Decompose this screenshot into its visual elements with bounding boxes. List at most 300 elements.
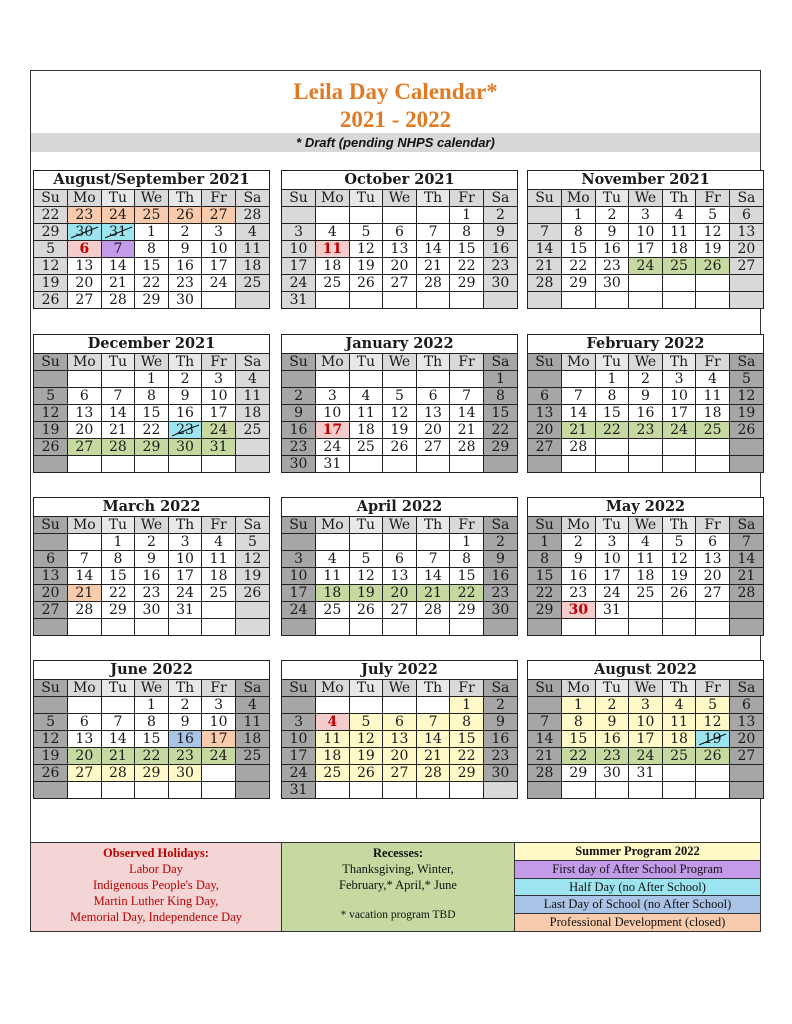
day-cell: 5 [235, 534, 269, 551]
month-october-2021 [281, 170, 518, 309]
recess-line: February,* April,* June [339, 878, 457, 892]
day-cell: 11 [316, 568, 350, 585]
day-cell: 7 [729, 534, 763, 551]
day-header: Sa [235, 680, 269, 697]
day-cell: 7 [101, 241, 135, 258]
empty-day-cell [349, 534, 383, 551]
day-header: We [629, 354, 663, 371]
day-cell: 13 [68, 731, 102, 748]
day-cell: 4 [629, 534, 663, 551]
week-row [34, 551, 269, 568]
week-row [34, 697, 269, 714]
day-cell: 5 [34, 714, 68, 731]
day-cell: 10 [629, 224, 663, 241]
day-cell: 1 [135, 371, 169, 388]
day-cell: 6 [68, 714, 102, 731]
month-title: July 2022 [282, 661, 517, 680]
day-cell: 22 [562, 748, 596, 765]
week-row [34, 405, 269, 422]
day-cell: 12 [696, 224, 730, 241]
day-header: We [383, 680, 417, 697]
week-row [528, 224, 763, 241]
day-cell: 23 [595, 748, 629, 765]
day-cell: 26 [349, 602, 383, 619]
day-header: Mo [316, 190, 350, 207]
empty-day-cell [595, 456, 629, 473]
week-row [528, 388, 763, 405]
day-cell: 4 [349, 388, 383, 405]
day-cell: 8 [483, 388, 517, 405]
day-cell: 9 [483, 714, 517, 731]
week-row [528, 782, 763, 799]
day-header: We [135, 517, 169, 534]
holiday-line: Indigenous People's Day, [92, 878, 220, 892]
week-row [34, 456, 269, 473]
empty-day-cell [135, 782, 169, 799]
day-cell: 27 [528, 439, 562, 456]
key-summer-program: Summer Program 2022 [515, 843, 760, 861]
day-cell: 23 [168, 275, 202, 292]
day-cell: 18 [349, 422, 383, 439]
day-header: We [383, 517, 417, 534]
empty-day-cell [135, 456, 169, 473]
day-header: Sa [235, 517, 269, 534]
day-cell: 21 [416, 585, 450, 602]
day-cell: 27 [729, 748, 763, 765]
day-cell: 25 [696, 422, 730, 439]
day-cell: 5 [34, 241, 68, 258]
day-cell: 21 [528, 258, 562, 275]
day-cell: 19 [34, 422, 68, 439]
day-cell: 16 [135, 568, 169, 585]
empty-day-cell [383, 782, 417, 799]
recess-note: * vacation program TBD [340, 909, 456, 921]
day-cell: 10 [202, 388, 236, 405]
day-cell: 18 [202, 568, 236, 585]
day-cell: 25 [662, 748, 696, 765]
day-cell: 3 [168, 534, 202, 551]
week-row [34, 765, 269, 782]
month-august-september-2021 [33, 170, 270, 309]
day-cell: 15 [101, 568, 135, 585]
day-cell: 1 [595, 371, 629, 388]
day-cell: 15 [562, 241, 596, 258]
empty-day-cell [595, 619, 629, 636]
day-cell: 5 [696, 207, 730, 224]
holiday-line: Memorial Day, Independence Day [69, 910, 243, 924]
empty-day-cell [316, 697, 350, 714]
day-cell: 26 [729, 422, 763, 439]
day-cell: 4 [662, 697, 696, 714]
day-cell: 21 [68, 585, 102, 602]
day-cell: 31 [101, 224, 135, 241]
day-cell: 14 [101, 405, 135, 422]
day-cell: 27 [34, 602, 68, 619]
day-cell: 25 [316, 765, 350, 782]
week-row [528, 568, 763, 585]
day-cell: 20 [729, 241, 763, 258]
empty-day-cell [202, 456, 236, 473]
empty-day-cell [562, 456, 596, 473]
day-cell: 11 [316, 731, 350, 748]
day-cell: 28 [528, 765, 562, 782]
empty-day-cell [629, 292, 663, 309]
month-november-2021 [527, 170, 764, 309]
day-cell: 3 [282, 714, 316, 731]
empty-day-cell [282, 371, 316, 388]
day-cell: 8 [450, 551, 484, 568]
day-cell: 13 [729, 714, 763, 731]
day-cell: 24 [282, 602, 316, 619]
day-cell: 11 [629, 551, 663, 568]
day-header: Tu [349, 517, 383, 534]
day-cell: 12 [34, 405, 68, 422]
day-header: Sa [483, 680, 517, 697]
empty-day-cell [235, 439, 269, 456]
day-cell: 3 [282, 551, 316, 568]
empty-day-cell [729, 602, 763, 619]
day-cell: 15 [562, 731, 596, 748]
day-cell: 3 [629, 697, 663, 714]
week-row [34, 292, 269, 309]
month-title: May 2022 [528, 498, 763, 517]
day-cell: 2 [483, 534, 517, 551]
empty-day-cell [662, 619, 696, 636]
day-header: Fr [696, 680, 730, 697]
day-cell: 15 [450, 241, 484, 258]
day-header: Su [282, 680, 316, 697]
empty-day-cell [662, 275, 696, 292]
day-cell: 23 [168, 422, 202, 439]
empty-day-cell [34, 619, 68, 636]
month-august-2022 [527, 660, 764, 799]
day-cell: 10 [168, 551, 202, 568]
day-cell: 22 [135, 422, 169, 439]
day-cell: 27 [729, 258, 763, 275]
day-cell: 10 [202, 714, 236, 731]
day-cell: 6 [34, 551, 68, 568]
week-row [282, 405, 517, 422]
week-row [34, 619, 269, 636]
empty-day-cell [349, 697, 383, 714]
day-header: Th [416, 354, 450, 371]
day-cell: 23 [629, 422, 663, 439]
day-cell: 18 [316, 748, 350, 765]
day-cell: 4 [316, 551, 350, 568]
day-header: We [383, 190, 417, 207]
day-cell: 27 [383, 765, 417, 782]
day-cell: 4 [696, 371, 730, 388]
day-cell: 21 [729, 568, 763, 585]
week-row [282, 275, 517, 292]
day-cell: 16 [168, 405, 202, 422]
empty-day-cell [235, 765, 269, 782]
day-cell: 8 [450, 714, 484, 731]
empty-day-cell [562, 782, 596, 799]
day-header: Su [282, 517, 316, 534]
day-cell: 22 [450, 585, 484, 602]
day-header: Th [662, 190, 696, 207]
day-cell: 17 [662, 405, 696, 422]
day-cell: 16 [483, 731, 517, 748]
day-cell: 28 [101, 292, 135, 309]
week-row [528, 765, 763, 782]
month-title: April 2022 [282, 498, 517, 517]
day-cell: 7 [562, 388, 596, 405]
empty-day-cell [696, 782, 730, 799]
day-header: Su [528, 354, 562, 371]
day-cell: 6 [416, 388, 450, 405]
empty-day-cell [696, 456, 730, 473]
day-cell: 19 [383, 422, 417, 439]
day-cell: 12 [235, 551, 269, 568]
day-cell: 15 [595, 405, 629, 422]
day-header: Sa [235, 354, 269, 371]
month-february-2022 [527, 334, 764, 473]
empty-day-cell [349, 456, 383, 473]
empty-day-cell [729, 439, 763, 456]
day-cell: 1 [562, 207, 596, 224]
day-cell: 22 [483, 422, 517, 439]
empty-day-cell [235, 782, 269, 799]
empty-day-cell [349, 207, 383, 224]
day-cell: 13 [696, 551, 730, 568]
day-header: We [135, 354, 169, 371]
day-cell: 22 [528, 585, 562, 602]
day-cell: 21 [101, 422, 135, 439]
week-row [34, 568, 269, 585]
day-cell: 16 [168, 258, 202, 275]
week-row [528, 714, 763, 731]
day-header: Th [168, 354, 202, 371]
day-cell: 30 [483, 765, 517, 782]
day-cell: 17 [629, 731, 663, 748]
day-cell: 3 [202, 371, 236, 388]
day-cell: 22 [450, 258, 484, 275]
empty-day-cell [68, 534, 102, 551]
key-half-day: Half Day (no After School) [515, 879, 760, 897]
day-header: Fr [696, 354, 730, 371]
day-header: We [135, 190, 169, 207]
week-row [282, 714, 517, 731]
day-cell: 30 [595, 765, 629, 782]
day-cell: 6 [729, 697, 763, 714]
day-cell: 29 [562, 765, 596, 782]
day-header: Fr [450, 517, 484, 534]
day-cell: 13 [383, 568, 417, 585]
day-cell: 12 [729, 388, 763, 405]
day-cell: 5 [383, 388, 417, 405]
day-header: Sa [729, 190, 763, 207]
day-cell: 13 [34, 568, 68, 585]
day-header: We [383, 354, 417, 371]
week-row [282, 748, 517, 765]
day-cell: 25 [662, 258, 696, 275]
empty-day-cell [316, 207, 350, 224]
key-professional-development: Professional Development (closed) [515, 914, 760, 931]
day-cell: 30 [168, 439, 202, 456]
day-header: Mo [68, 190, 102, 207]
empty-day-cell [662, 439, 696, 456]
empty-day-cell [282, 207, 316, 224]
day-cell: 9 [168, 388, 202, 405]
week-row [34, 258, 269, 275]
week-row [34, 748, 269, 765]
day-cell: 14 [528, 241, 562, 258]
day-cell: 10 [282, 731, 316, 748]
day-header: Sa [235, 190, 269, 207]
empty-day-cell [528, 371, 562, 388]
week-row [282, 258, 517, 275]
day-header: Tu [595, 190, 629, 207]
day-cell: 11 [235, 241, 269, 258]
month-title: August/September 2021 [34, 171, 269, 190]
day-header: Mo [562, 517, 596, 534]
empty-day-cell [101, 619, 135, 636]
day-cell: 1 [450, 697, 484, 714]
day-cell: 6 [68, 388, 102, 405]
day-cell: 24 [662, 422, 696, 439]
day-cell: 20 [528, 422, 562, 439]
week-row [34, 731, 269, 748]
day-cell: 3 [282, 224, 316, 241]
day-cell: 14 [101, 258, 135, 275]
day-cell: 11 [662, 714, 696, 731]
day-cell: 17 [282, 585, 316, 602]
calendar-title: Leila Day Calendar* [293, 79, 498, 104]
empty-day-cell [629, 619, 663, 636]
week-row [528, 731, 763, 748]
day-cell: 7 [528, 224, 562, 241]
day-cell: 27 [68, 765, 102, 782]
day-cell: 26 [662, 585, 696, 602]
week-row [282, 534, 517, 551]
day-cell: 16 [483, 568, 517, 585]
day-cell: 12 [349, 241, 383, 258]
day-header: Tu [349, 354, 383, 371]
empty-day-cell [629, 456, 663, 473]
empty-day-cell [528, 619, 562, 636]
day-header: Sa [483, 354, 517, 371]
day-cell: 30 [595, 275, 629, 292]
day-cell: 12 [383, 405, 417, 422]
day-cell: 17 [168, 568, 202, 585]
week-row [34, 714, 269, 731]
day-cell: 31 [202, 439, 236, 456]
month-january-2022 [281, 334, 518, 473]
day-header: Th [416, 517, 450, 534]
day-cell: 9 [282, 405, 316, 422]
day-cell: 22 [595, 422, 629, 439]
day-cell: 5 [34, 388, 68, 405]
empty-day-cell [416, 534, 450, 551]
empty-day-cell [528, 782, 562, 799]
day-cell: 9 [168, 241, 202, 258]
day-header: Fr [450, 354, 484, 371]
day-cell: 22 [101, 585, 135, 602]
day-cell: 1 [528, 534, 562, 551]
week-row [528, 456, 763, 473]
day-cell: 18 [235, 258, 269, 275]
day-header: We [629, 190, 663, 207]
empty-day-cell [662, 602, 696, 619]
day-cell: 14 [450, 405, 484, 422]
day-cell: 9 [483, 551, 517, 568]
empty-day-cell [416, 207, 450, 224]
school-year: 2021 - 2022 [339, 107, 452, 132]
day-header: Su [34, 680, 68, 697]
day-cell: 9 [168, 714, 202, 731]
day-cell: 23 [483, 748, 517, 765]
day-cell: 19 [696, 241, 730, 258]
day-cell: 14 [416, 241, 450, 258]
day-cell: 26 [383, 439, 417, 456]
day-cell: 12 [349, 731, 383, 748]
day-cell: 4 [316, 714, 350, 731]
day-header: Su [34, 517, 68, 534]
day-cell: 26 [696, 748, 730, 765]
empty-day-cell [168, 619, 202, 636]
empty-day-cell [34, 371, 68, 388]
day-header: Fr [202, 517, 236, 534]
day-cell: 13 [383, 731, 417, 748]
day-cell: 31 [629, 765, 663, 782]
day-cell: 17 [282, 258, 316, 275]
day-header: Th [662, 354, 696, 371]
day-header: Th [168, 517, 202, 534]
empty-day-cell [483, 782, 517, 799]
day-cell: 30 [68, 224, 102, 241]
week-row [528, 602, 763, 619]
month-december-2021 [33, 334, 270, 473]
empty-day-cell [202, 765, 236, 782]
day-cell: 6 [68, 241, 102, 258]
day-cell: 30 [282, 456, 316, 473]
day-cell: 15 [483, 405, 517, 422]
day-cell: 6 [696, 534, 730, 551]
day-cell: 7 [416, 551, 450, 568]
day-cell: 22 [135, 748, 169, 765]
day-cell: 19 [729, 405, 763, 422]
empty-day-cell [483, 292, 517, 309]
day-cell: 2 [135, 534, 169, 551]
recess-line: Thanksgiving, Winter, [342, 862, 454, 876]
day-header: Fr [696, 517, 730, 534]
empty-day-cell [483, 456, 517, 473]
day-cell: 25 [202, 585, 236, 602]
empty-day-cell [235, 456, 269, 473]
day-cell: 24 [202, 748, 236, 765]
empty-day-cell [528, 292, 562, 309]
empty-day-cell [282, 697, 316, 714]
empty-day-cell [696, 439, 730, 456]
day-cell: 24 [629, 258, 663, 275]
legend [30, 842, 761, 932]
day-cell: 5 [696, 697, 730, 714]
day-cell: 24 [168, 585, 202, 602]
empty-day-cell [629, 275, 663, 292]
day-header: Fr [450, 680, 484, 697]
empty-day-cell [696, 765, 730, 782]
empty-day-cell [416, 292, 450, 309]
day-cell: 7 [416, 714, 450, 731]
day-cell: 24 [202, 275, 236, 292]
week-row [528, 748, 763, 765]
day-cell: 28 [450, 439, 484, 456]
day-cell: 19 [349, 748, 383, 765]
week-row [34, 275, 269, 292]
day-cell: 31 [316, 456, 350, 473]
